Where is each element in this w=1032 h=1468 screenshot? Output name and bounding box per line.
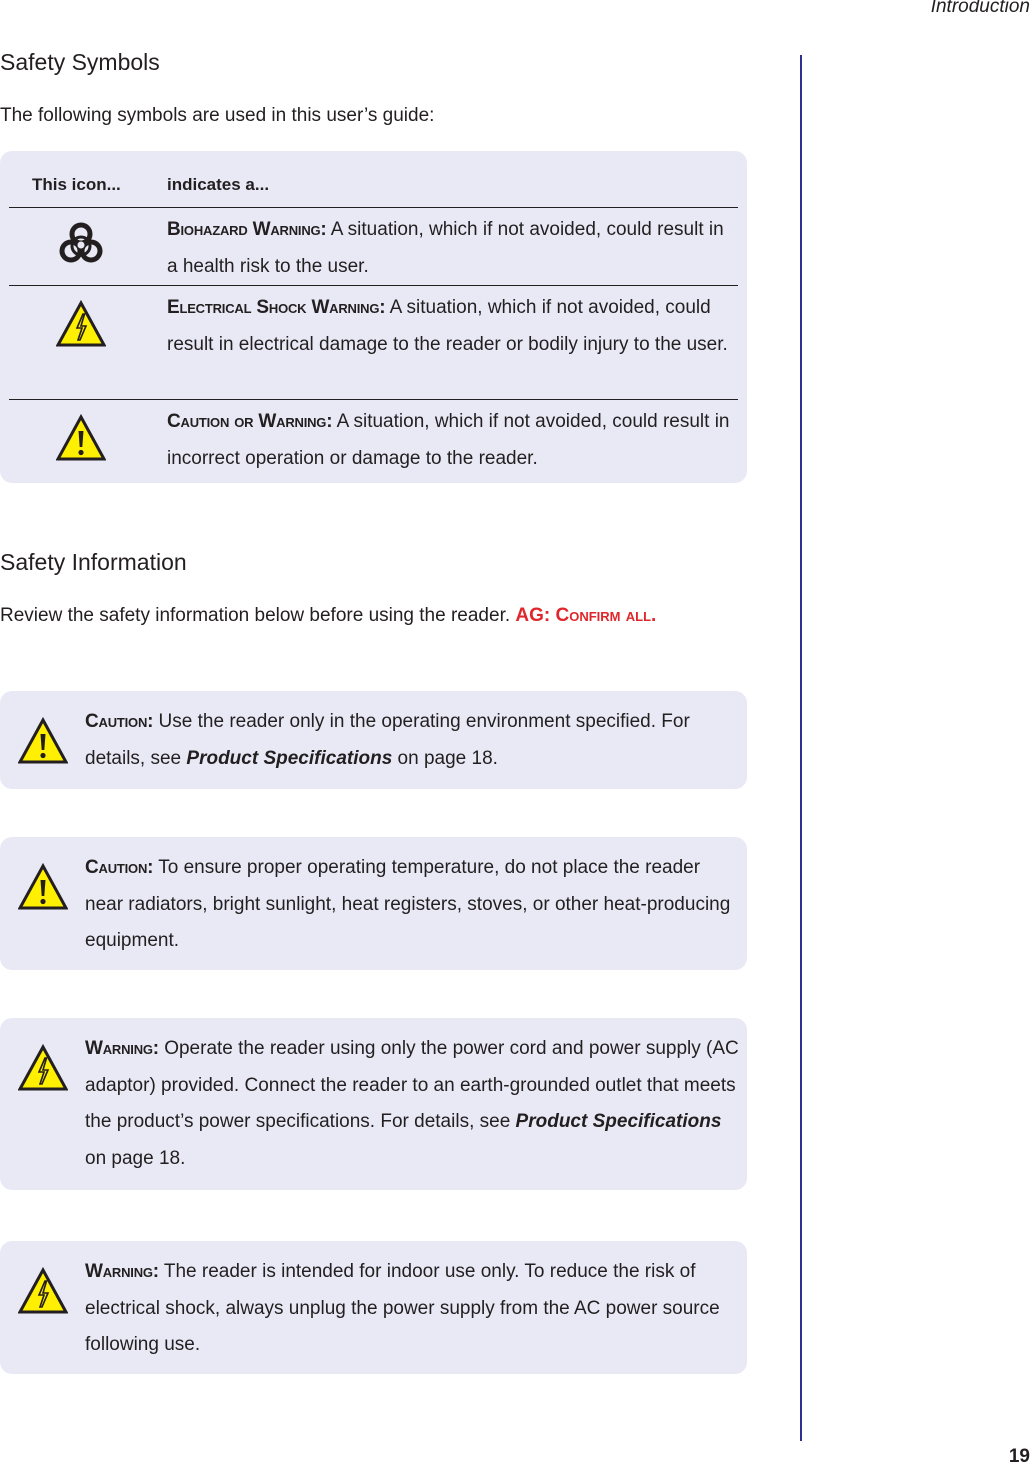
page-number: 19 [1008, 1446, 1030, 1467]
table-row [9, 207, 738, 286]
symbols-table [0, 151, 747, 483]
note-label: Caution: [85, 857, 154, 878]
caution-icon [56, 414, 106, 462]
editor-note: AG: Confirm all. [515, 605, 657, 626]
note-text: Operate the reader using only the power cord and power supply (AC adaptor) provided. Connect the reader to an earth-grounded outlet that meets the product’s power specifications. For details, see [85, 1038, 739, 1132]
electrical-shock-icon [18, 1267, 68, 1315]
safety-information-heading: Safety Information [0, 549, 187, 575]
caution-icon [18, 717, 68, 765]
symbols-intro: The following symbols are used in this user’s guide: [0, 105, 435, 126]
row-label: Biohazard Warning: [167, 219, 327, 240]
warning-note [0, 1018, 747, 1190]
row-text: A situation, which if not avoided, could result in incorrect operation or damage to the reader. [167, 411, 730, 469]
information-intro-text: Review the safety information below before using the reader. [0, 605, 511, 626]
column-header-meaning: indicates a... [167, 175, 270, 194]
information-intro [0, 605, 656, 627]
warning-note [0, 1241, 747, 1374]
row-text: A situation, which if not avoided, could result in electrical damage to the reader or bodily injury to the user. [167, 297, 728, 355]
note-label: Caution: [85, 711, 154, 732]
column-header-icon: This icon... [32, 175, 121, 194]
safety-symbols-heading: Safety Symbols [0, 49, 160, 75]
margin-rule [800, 55, 802, 1441]
note-text: on page 18. [392, 747, 498, 769]
caution-icon [18, 863, 68, 911]
biohazard-icon [56, 220, 108, 270]
product-specifications-link[interactable]: Product Specifications [515, 1111, 722, 1132]
note-text: The reader is intended for indoor use only. To reduce the risk of electrical shock, always unplug the power supply from the AC power source following use. [85, 1261, 720, 1355]
row-text: A situation, which if not avoided, could result in a health risk to the user. [167, 219, 724, 277]
note-label: Warning: [85, 1038, 159, 1059]
electrical-shock-icon [56, 300, 106, 348]
note-text: Use the reader only in the operating environment specified. For details, see [85, 711, 690, 769]
section-header: Introduction [930, 0, 1030, 17]
row-label: Electrical Shock Warning: [167, 297, 386, 318]
note-label: Warning: [85, 1261, 159, 1282]
electrical-shock-icon [18, 1044, 68, 1092]
caution-note [0, 691, 747, 789]
note-text: on page 18. [85, 1147, 186, 1169]
table-row [9, 285, 738, 400]
note-text: To ensure proper operating temperature, do not place the reader near radiators, bright sunlight, heat registers, stoves, or other heat-producing equipment. [85, 857, 731, 951]
row-label: Caution or Warning: [167, 411, 333, 432]
product-specifications-link[interactable]: Product Specifications [186, 747, 393, 769]
caution-note [0, 837, 747, 970]
table-row [9, 399, 738, 484]
